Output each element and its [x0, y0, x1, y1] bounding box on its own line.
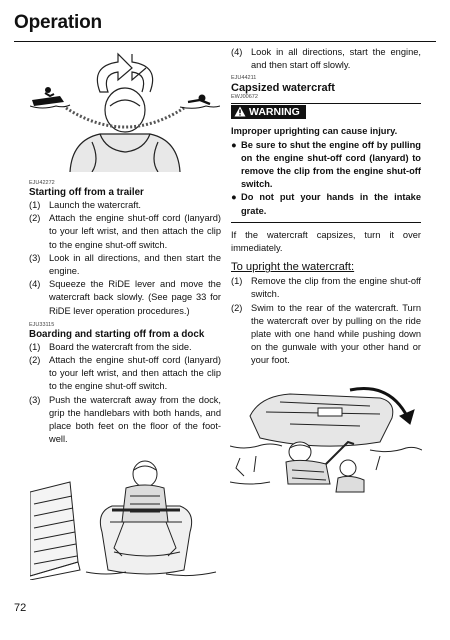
section-title-capsized: Capsized watercraft	[231, 82, 335, 95]
page-header-title: Operation	[14, 12, 102, 33]
list-item: (4) Squeeze the RiDE lever and move the watercraft back slowly. (See page 33 for RiDE lever operation procedures.)	[29, 279, 221, 316]
capsize-paragraph: If the watercraft capsizes, turn it over immediately.	[231, 229, 421, 254]
list-item: (1) Launch the watercraft.	[29, 200, 141, 210]
warning-code: EWJ00672	[231, 94, 258, 101]
uprighting-capsized-watercraft-illustration	[230, 372, 422, 496]
list-item: (1) Remove the clip from the engine shut-off switch.	[231, 276, 421, 300]
warning-triangle-icon	[234, 106, 246, 117]
warning-bullet: ● Be sure to shut the engine off by pulling on the engine shut-off cord (lanyard) to remove the clip from the engine shut-off switch.	[231, 139, 421, 190]
section-code: EJU33115	[29, 321, 55, 328]
warning-box	[231, 103, 421, 222]
list-item: (2) Attach the engine shut-off cord (lanyard) to your left wrist, and then attach the clip to the engine shut-off switch.	[29, 355, 221, 392]
rider-looking-around-illustration	[30, 50, 220, 172]
section-title-dock: Boarding and starting off from a dock	[29, 328, 205, 340]
dock-steps	[29, 341, 221, 447]
section-code: EJU42272	[29, 180, 55, 186]
step-4-continued	[231, 46, 421, 72]
list-item: (4) Look in all directions, start the engine, and then start off slowly.	[231, 47, 421, 71]
warning-bullet: ● Do not put your hands in the intake grate.	[231, 192, 421, 216]
list-item: (3) Push the watercraft away from the dock, grip the handlebars with both hands, and place both feet on the floor of the foot-well.	[29, 394, 221, 445]
warning-end-rule	[231, 222, 421, 223]
warning-label: WARNING	[231, 105, 306, 119]
section-code: EJU44211	[231, 75, 257, 82]
trailer-steps	[29, 199, 221, 318]
header-rule	[14, 41, 436, 42]
page-number: 72	[14, 602, 27, 614]
upright-heading: To upright the watercraft:	[231, 261, 355, 274]
list-item: (2) Attach the engine shut-off cord (lanyard) to your left wrist, and then attach the clip to the engine shut-off switch.	[29, 213, 221, 250]
list-item: (3) Look in all directions, and then start the engine.	[29, 252, 221, 277]
rider-on-watercraft-at-dock-illustration	[30, 452, 220, 580]
section-title-trailer: Starting off from a trailer	[29, 187, 144, 198]
warning-title: Improper uprighting can cause injury.	[231, 126, 398, 137]
list-item: (1) Board the watercraft from the side.	[29, 341, 192, 352]
upright-steps	[231, 275, 421, 367]
list-item: (2) Swim to the rear of the watercraft. Turn the watercraft over by pulling on the ride plate with one hand while pushing down on the gunwale with your other hand or your foot.	[231, 302, 421, 366]
